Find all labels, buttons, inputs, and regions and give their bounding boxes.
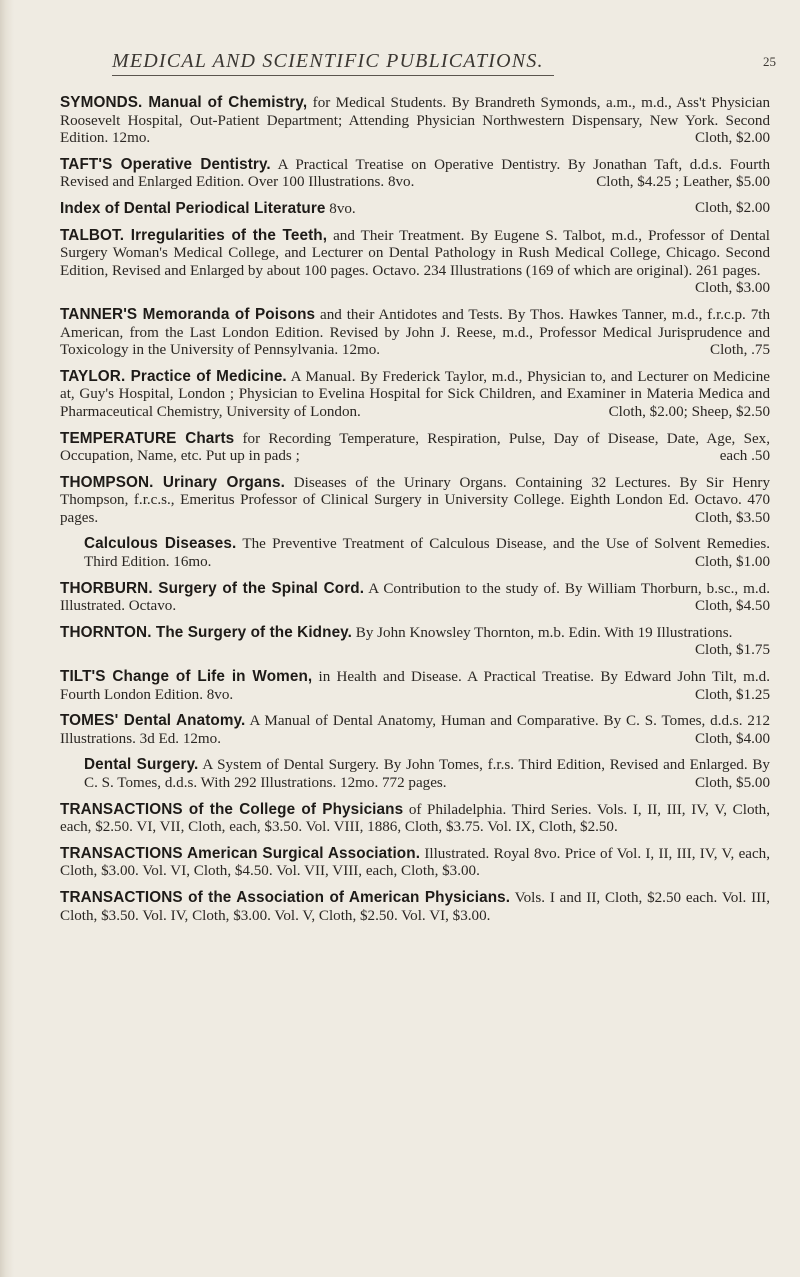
entry-heading: Calculous Diseases.	[84, 535, 237, 553]
entry-heading: TILT'S Change of Life in Women,	[60, 668, 313, 686]
entry-description: Illustrated. Royal 8vo. Price of Vol. I, II, III, IV, V, each, Cloth, $3.00. Vol. VI, Cloth, $4.50. Vol. VII, VIII, each, Cloth, $3.00.	[60, 845, 771, 880]
entry-price: Cloth, $5.00	[694, 775, 770, 791]
entry-heading: TRANSACTIONS American Surgical Association.	[60, 844, 421, 862]
entry-price: Cloth, $1.25	[694, 686, 770, 703]
entry-price: Cloth, .75	[710, 342, 770, 359]
catalog-entry-thornton	[60, 624, 770, 660]
entry-description: 8vo.	[325, 200, 356, 217]
catalog-entry-talbot	[60, 227, 770, 298]
catalog-entry-thompson	[60, 474, 770, 528]
catalog-entry-calculous-diseases	[60, 535, 770, 571]
entry-heading: Dental Surgery.	[84, 756, 199, 774]
catalog-entry-taylor	[60, 368, 770, 422]
entry-heading: TANNER'S Memoranda of Poisons	[60, 305, 316, 323]
entry-description: By John Knowsley Thornton, m.b. Edin. With 19 Illustrations.	[352, 624, 733, 641]
entry-description: of Philadelphia. Third Series. Vols. I, II, III, IV, V, Cloth, each, $2.50. VI, VII, Cloth, each, $3.50. Vol. VIII, 1886, Cloth, $3.75. Vol. IX, Cloth, $2.50.	[60, 801, 771, 836]
catalog-entry-tanner	[60, 306, 770, 360]
entry-description: and Their Treatment. By Eugene S. Talbot, m.d., Professor of Dental Surgery Woman's Medical College, and Lecturer on Dental Pathology in Rush Medical College, Chicago. Second Edition, Revised and Enlarged by about 100 pages. Octavo. 234 Illustrations (169 of which are original). 261 pages.	[60, 227, 770, 279]
catalog-entry-thorburn	[60, 580, 770, 616]
entry-description: A System of Dental Surgery. By John Tomes, f.r.s. Third Edition, Revised and Enlarged. By C. S. Tomes, d.d.s. With 292 Illustrations. 12mo. 772 pages.	[84, 757, 770, 791]
entry-price: Cloth, $4.50	[694, 598, 770, 615]
entry-price: Cloth, $1.00	[694, 554, 770, 571]
catalog-entry-symonds	[60, 94, 770, 148]
header-rule	[112, 75, 554, 76]
catalog-entry-dental-index	[60, 200, 770, 219]
page-number: 25	[763, 54, 776, 69]
entry-heading: TAYLOR. Practice of Medicine.	[60, 367, 287, 385]
entry-price: each .50	[719, 448, 770, 465]
page-header	[112, 50, 776, 73]
entry-price: Cloth, $3.50	[694, 509, 770, 526]
page-binding-edge	[0, 0, 14, 1277]
entry-heading: TRANSACTIONS of the Association of American Physicians.	[60, 888, 511, 906]
entry-price: Cloth, $4.00	[694, 730, 770, 747]
entry-description: Diseases of the Urinary Organs. Containing 32 Lectures. By Sir Henry Thompson, f.r.c.s., Emeritus Professor of Clinical Surgery in University College. Eighth London Ed. Octavo. 470 pages.	[60, 474, 770, 526]
entry-description: The Preventive Treatment of Calculous Disease, and the Use of Solvent Remedies. Third Edition. 16mo.	[84, 536, 771, 571]
entry-description: Vols. I and II, Cloth, $2.50 each. Vol. III, Cloth, $3.50. Vol. IV, Cloth, $3.00. Vol. V, Cloth, $2.50. Vol. VI, $3.00.	[60, 889, 770, 924]
entry-description: and their Antidotes and Tests. By Thos. Hawkes Tanner, m.d., f.r.c.p. 7th American, from the Last London Edition. Revised by John J. Reese, m.d., Professor Medical Jurisprudence and Toxicology in the University of Pennsylvania. 12mo.	[60, 306, 770, 359]
entry-heading: THOMPSON. Urinary Organs.	[60, 473, 285, 491]
entry-heading: THORBURN. Surgery of the Spinal Cord.	[60, 579, 365, 597]
running-title: MEDICAL AND SCIENTIFIC PUBLICATIONS.	[112, 50, 544, 72]
catalog-entry-tomes-anatomy	[60, 712, 770, 748]
catalog-entry-temperature-charts	[60, 430, 770, 466]
entry-price: Cloth, $2.00	[694, 199, 770, 216]
entry-price: Cloth, $2.00	[694, 130, 770, 147]
entry-heading: TAFT'S Operative Dentistry.	[60, 155, 271, 173]
entry-heading: TALBOT. Irregularities of the Teeth,	[60, 226, 328, 244]
entry-heading: Index of Dental Periodical Literature	[60, 199, 326, 217]
entry-heading: THORNTON. The Surgery of the Kidney.	[60, 623, 352, 641]
entry-heading: TOMES' Dental Anatomy.	[60, 712, 246, 730]
entry-heading: TRANSACTIONS of the College of Physicians	[60, 800, 404, 818]
catalog-entry-taft	[60, 156, 770, 192]
entry-price: Cloth, $3.00	[694, 280, 770, 297]
catalog-entries	[60, 94, 770, 933]
entry-description: in Health and Disease. A Practical Treatise. By Edward John Tilt, m.d. Fourth London Edition. 8vo.	[60, 669, 770, 703]
entry-description: for Recording Temperature, Respiration, Pulse, Day of Disease, Date, Age, Sex, Occupation, Name, etc. Put up in pads ;	[60, 430, 770, 465]
catalog-entry-transactions-college	[60, 801, 770, 837]
catalog-entry-tilt	[60, 668, 770, 704]
entry-heading: SYMONDS. Manual of Chemistry,	[60, 94, 308, 111]
catalog-entry-tomes-surgery	[60, 756, 770, 792]
catalog-entry-transactions-physicians	[60, 889, 770, 925]
entry-description: A Manual of Dental Anatomy, Human and Comparative. By C. S. Tomes, d.d.s. 212 Illustrations. 3d Ed. 12mo.	[60, 713, 770, 747]
entry-price: Cloth, $1.75	[694, 642, 770, 659]
entry-price: Cloth, $4.25 ; Leather, $5.00	[596, 174, 770, 191]
entry-description: A Practical Treatise on Operative Dentistry. By Jonathan Taft, d.d.s. Fourth Revised and Enlarged Edition. Over 100 Illustrations. 8vo.	[60, 156, 770, 191]
catalog-entry-transactions-surgical	[60, 845, 770, 881]
entry-description: for Medical Students. By Brandreth Symonds, a.m., m.d., Ass't Physician Roosevelt Hospital, Out-Patient Department; Attending Physician Northwestern Dispensary, New York. Second Edition. 12mo.	[60, 95, 770, 147]
entry-price: Cloth, $2.00; Sheep, $2.50	[608, 403, 770, 420]
entry-description: A Manual. By Frederick Taylor, m.d., Physician to, and Lecturer on Medicine at, Guy's Hospital, London ; Physician to Evelina Hospital for Sick Children, and Examiner in Materia Medica and Pharmaceutical Chemistry, University of London.	[60, 368, 770, 420]
entry-description: A Contribution to the study of. By William Thorburn, b.sc., m.d. Illustrated. Octavo.	[60, 580, 770, 615]
entry-heading: TEMPERATURE Charts	[60, 429, 235, 447]
